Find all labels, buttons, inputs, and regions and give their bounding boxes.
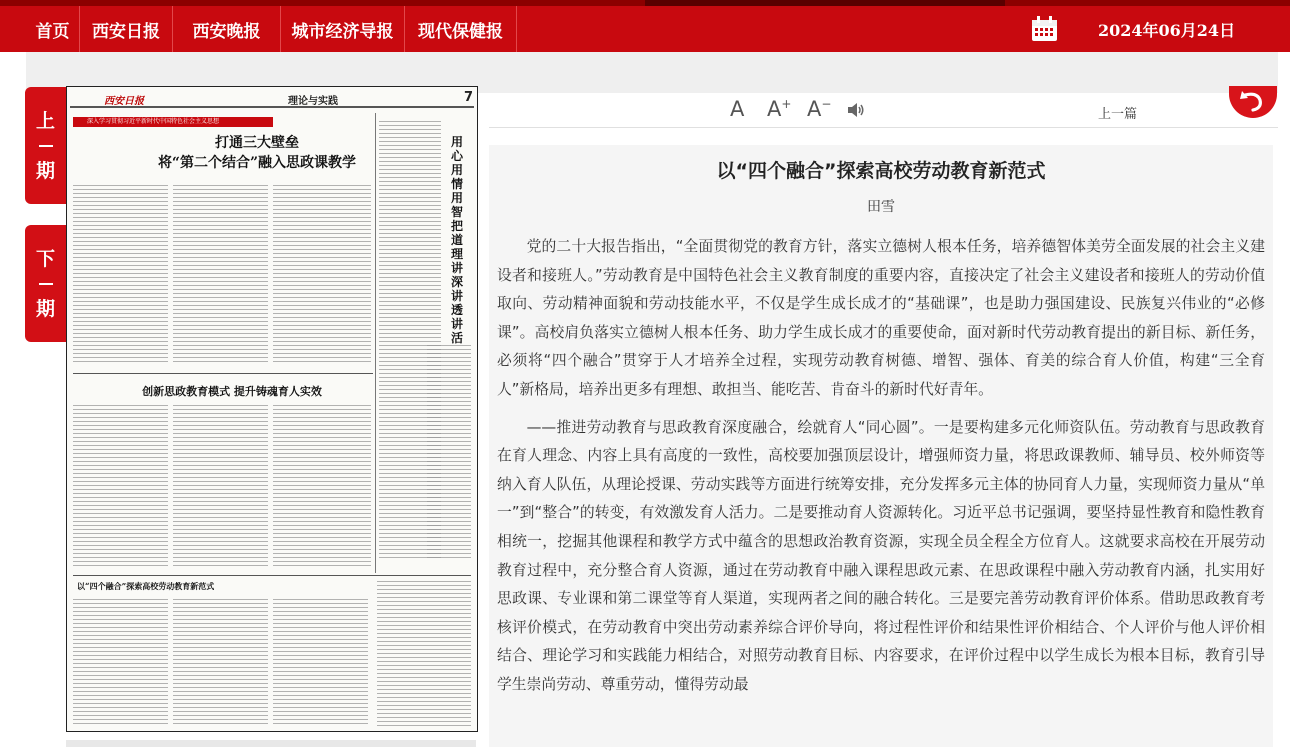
article-author: 田雪: [867, 199, 895, 215]
prev-label-top: 上: [35, 109, 55, 132]
top-decoration: [645, 0, 1005, 6]
article-panel: [489, 145, 1273, 747]
paper-text-block: [73, 185, 168, 365]
font-decrease-minus: −: [821, 97, 832, 111]
prev-label-bottom: 期: [35, 159, 55, 182]
previous-article-link[interactable]: 上一篇: [1098, 107, 1138, 122]
next-label-top: 下: [35, 247, 55, 270]
paper-header: [70, 90, 474, 108]
next-dash: [39, 283, 53, 285]
prev-dash: [39, 145, 53, 147]
paper-headline-2[interactable]: 创新思政教育模式 提升铸魂育人实效: [142, 385, 322, 398]
top-nav-bar: [0, 0, 1290, 52]
paper-text-block: [377, 581, 471, 727]
font-increase-a: A: [767, 97, 782, 121]
back-button[interactable]: [1229, 86, 1277, 118]
article-paragraph-1: 党的二十大报告指出，“全面贯彻党的教育方针，落实立德树人根本任务，培养德智体美劳全面发展的社会主义建设者和接班人。”劳动教育是中国特色社会主义教育制度的重要内容，直接决定了社会主义建设者和接班人的劳动价值取向、劳动精神面貌和劳动技能水平，不仅是学生成长成才的“基础课”，也是助力强国建设、民族复兴伟业的“必修课”。高校肩负落实立德树人根本任务、助力学生成长成才的重要使命，面对新时代劳动教育提出的新目标、新任务，必须将“四个融合”贯穿于人才培养全过程，实现劳动教育树德、增智、强体、育美的综合育人价值，构建“三全育人”新格局，培养出更多有理想、敢担当、能吃苦、肯奋斗的新时代好青年。: [497, 238, 1265, 398]
previous-issue-button[interactable]: [25, 87, 66, 204]
article-title: 以“四个融合”探索高校劳动教育新范式: [716, 160, 1046, 182]
paper-shadow: [66, 740, 476, 747]
paper-text-block: [73, 599, 168, 727]
paper-rule: [73, 575, 471, 576]
font-decrease-a: A: [807, 97, 822, 121]
article-toolbar: [489, 93, 1278, 128]
nav-modern-health[interactable]: 现代保健报: [405, 6, 517, 52]
next-issue-button[interactable]: [25, 225, 66, 342]
font-increase-button[interactable]: [767, 97, 791, 121]
paper-headline-3[interactable]: 以“四个融合”探索高校劳动教育新范式: [77, 581, 215, 591]
calendar-icon[interactable]: [1031, 16, 1058, 42]
main-nav: [26, 6, 517, 52]
speaker-icon[interactable]: [847, 102, 865, 118]
font-reset-button[interactable]: A: [730, 97, 745, 121]
paper-page-number: 7: [464, 90, 474, 105]
paper-masthead: 西安日报: [104, 96, 144, 107]
nav-home[interactable]: 首页: [26, 6, 80, 52]
paper-rule: [73, 373, 373, 374]
next-label-bottom: 期: [35, 297, 55, 320]
paper-text-block: [273, 185, 371, 365]
paper-vertical-title[interactable]: 用心用情用智把道理讲深讲透讲活: [451, 135, 464, 345]
font-increase-plus: +: [781, 97, 792, 111]
paper-headline-1-line1: 打通三大壁垒: [215, 135, 299, 151]
paper-column-rule: [375, 113, 376, 573]
paper-text-block: [73, 405, 168, 569]
paper-text-block: [173, 599, 268, 727]
back-arrow-icon: [1229, 86, 1277, 118]
paper-headline-1[interactable]: [137, 133, 377, 173]
nav-xian-evening[interactable]: 西安晚报: [173, 6, 281, 52]
paper-section: 理论与实践: [288, 96, 338, 107]
paper-text-block: [273, 405, 371, 569]
article-body: [497, 233, 1265, 709]
article-paragraph-2: ——推进劳动教育与思政教育深度融合，绘就育人“同心圆”。一是要构建多元化师资队伍。劳动教育与思政教育在育人理念、内容上具有高度的一致性，高校要加强顶层设计，增强师资力量，将思政课教师、辅导员、校外师资等纳入育人队伍，从理论授课、劳动实践等方面进行统筹安排，充分发挥多元主体的协同育人力量，实现师资力量从“单一”到“整合”的转变，有效激发育人活力。二是要推动育人资源转化。习近平总书记强调，要坚持显性教育和隐性教育相统一，挖掘其他课程和教学方式中蕴含的思想政治教育资源，实现全员全程全方位育人。这就要求高校在开展劳动教育过程中，充分整合育人资源，通过在劳动教育中融入课程思政元素、在思政课程中融入劳动教育内涵，扎实用好思政课、专业课和第二课堂等育人渠道，实现两者之间的融合转化。三是要完善劳动教育评价体系。借助思政教育考核评价模式，在劳动教育中突出劳动素养综合评价导向，将过程性评价和结果性评价相结合、个人评价与他人评价相结合、理论学习和实践能力相结合，对照劳动教育目标、内容要求，在评价过程中以学生成长为根本目标，教育引导学生崇尚劳动、尊重劳动，懂得劳动最: [497, 418, 1265, 693]
paper-text-block: [427, 345, 471, 561]
newspaper-page-thumbnail[interactable]: [66, 86, 478, 732]
paper-headline-1-line2: 将“第二个结合”融入思政课教学: [157, 155, 357, 171]
paper-text-block: [173, 185, 268, 365]
font-decrease-button[interactable]: [807, 97, 831, 121]
nav-city-economy[interactable]: 城市经济导报: [281, 6, 405, 52]
nav-xian-daily[interactable]: 西安日报: [80, 6, 173, 52]
paper-text-block: [273, 599, 368, 727]
issue-date[interactable]: 2024年06月24日: [1098, 20, 1236, 40]
paper-text-block: [173, 405, 268, 569]
paper-banner: 深入学习贯彻习近平新时代中国特色社会主义思想: [73, 117, 273, 127]
